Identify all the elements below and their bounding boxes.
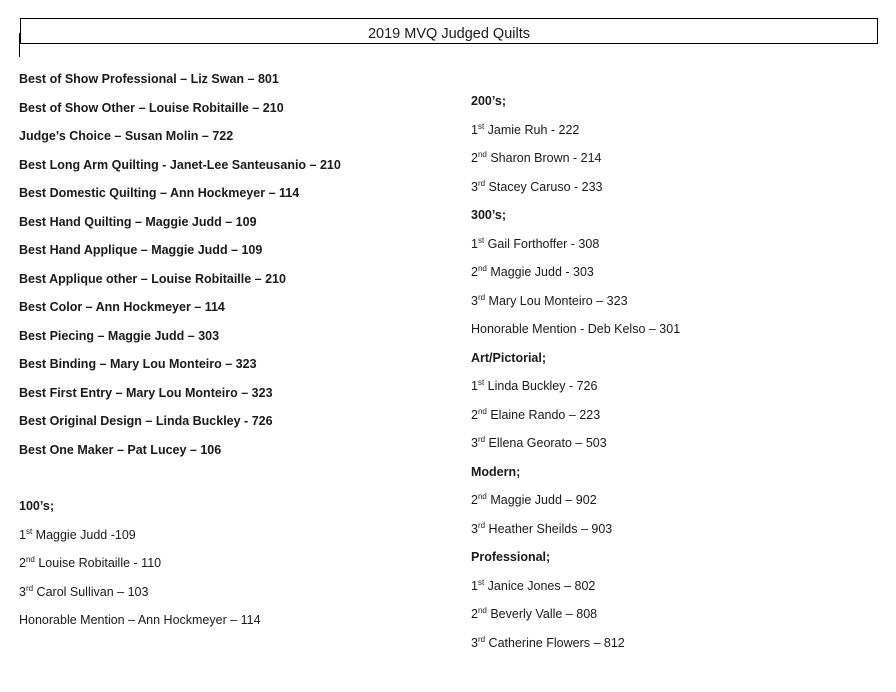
placement-line: 2nd Beverly Valle – 808 bbox=[471, 606, 598, 621]
placement-line: 1st Linda Buckley - 726 bbox=[471, 378, 598, 393]
placement-line: 2nd Elaine Rando – 223 bbox=[471, 406, 601, 422]
left-column bbox=[19, 71, 459, 641]
honorable-mention-line: Honorable Mention - Deb Kelso – 301 bbox=[471, 322, 681, 336]
award-line: Judge’s Choice – Susan Molin – 722 bbox=[19, 129, 234, 143]
award-line: Best of Show Professional – Liz Swan – 801 bbox=[19, 72, 279, 86]
category-heading-200s: 200’s; bbox=[471, 94, 506, 108]
placement-line: 2nd Maggie Judd – 902 bbox=[471, 492, 597, 507]
placement-line: 1st Jamie Ruh - 222 bbox=[471, 121, 580, 137]
category-heading-100s: 100’s; bbox=[19, 499, 54, 513]
placement-line: 1st Gail Forthoffer - 308 bbox=[471, 235, 600, 251]
award-line: Best of Show Other – Louise Robitaille – 210 bbox=[19, 100, 284, 115]
award-line: Best Domestic Quilting – Ann Hockmeyer – 114 bbox=[19, 186, 300, 200]
placement-line: 3rd Catherine Flowers – 812 bbox=[471, 634, 625, 650]
award-line: Best Hand Quilting – Maggie Judd – 109 bbox=[19, 214, 257, 229]
award-line: Best Hand Applique – Maggie Judd – 109 bbox=[19, 243, 263, 257]
award-line: Best One Maker – Pat Lucey – 106 bbox=[19, 442, 222, 457]
placement-line: 3rd Carol Sullivan – 103 bbox=[19, 583, 149, 599]
document-title: 2019 MVQ Judged Quilts bbox=[20, 18, 878, 44]
placement-line: 3rd Heather Sheilds – 903 bbox=[471, 520, 613, 536]
placement-line: 3rd Mary Lou Monteiro – 323 bbox=[471, 292, 628, 308]
award-line: Best Applique other – Louise Robitaille – 210 bbox=[19, 271, 286, 286]
award-line: Best Color – Ann Hockmeyer – 114 bbox=[19, 300, 225, 314]
right-column bbox=[471, 93, 881, 663]
category-heading-art-pictorial: Art/Pictorial; bbox=[471, 350, 547, 365]
placement-line: 1st Maggie Judd -109 bbox=[19, 526, 136, 542]
category-heading-modern: Modern; bbox=[471, 464, 521, 479]
placement-line: 2nd Sharon Brown - 214 bbox=[471, 150, 602, 165]
placement-line: 3rd Ellena Georato – 503 bbox=[471, 435, 607, 450]
placement-line: 3rd Stacey Caruso - 233 bbox=[471, 178, 603, 194]
category-heading-professional: Professional; bbox=[471, 550, 551, 564]
text-cursor bbox=[19, 33, 20, 57]
award-line: Best Binding – Mary Lou Monteiro – 323 bbox=[19, 357, 257, 371]
award-line: Best Original Design – Linda Buckley - 726 bbox=[19, 414, 273, 428]
category-heading-300s: 300’s; bbox=[471, 208, 506, 222]
award-line: Best Piecing – Maggie Judd – 303 bbox=[19, 328, 220, 343]
honorable-mention-line: Honorable Mention – Ann Hockmeyer – 114 bbox=[19, 613, 261, 627]
placement-line: 2nd Louise Robitaille - 110 bbox=[19, 555, 162, 570]
award-line: Best Long Arm Quilting - Janet-Lee Santeusanio – 210 bbox=[19, 157, 341, 172]
placement-line: 1st Janice Jones – 802 bbox=[471, 577, 596, 593]
placement-line: 2nd Maggie Judd - 303 bbox=[471, 264, 594, 279]
award-line: Best First Entry – Mary Lou Monteiro – 323 bbox=[19, 385, 273, 400]
